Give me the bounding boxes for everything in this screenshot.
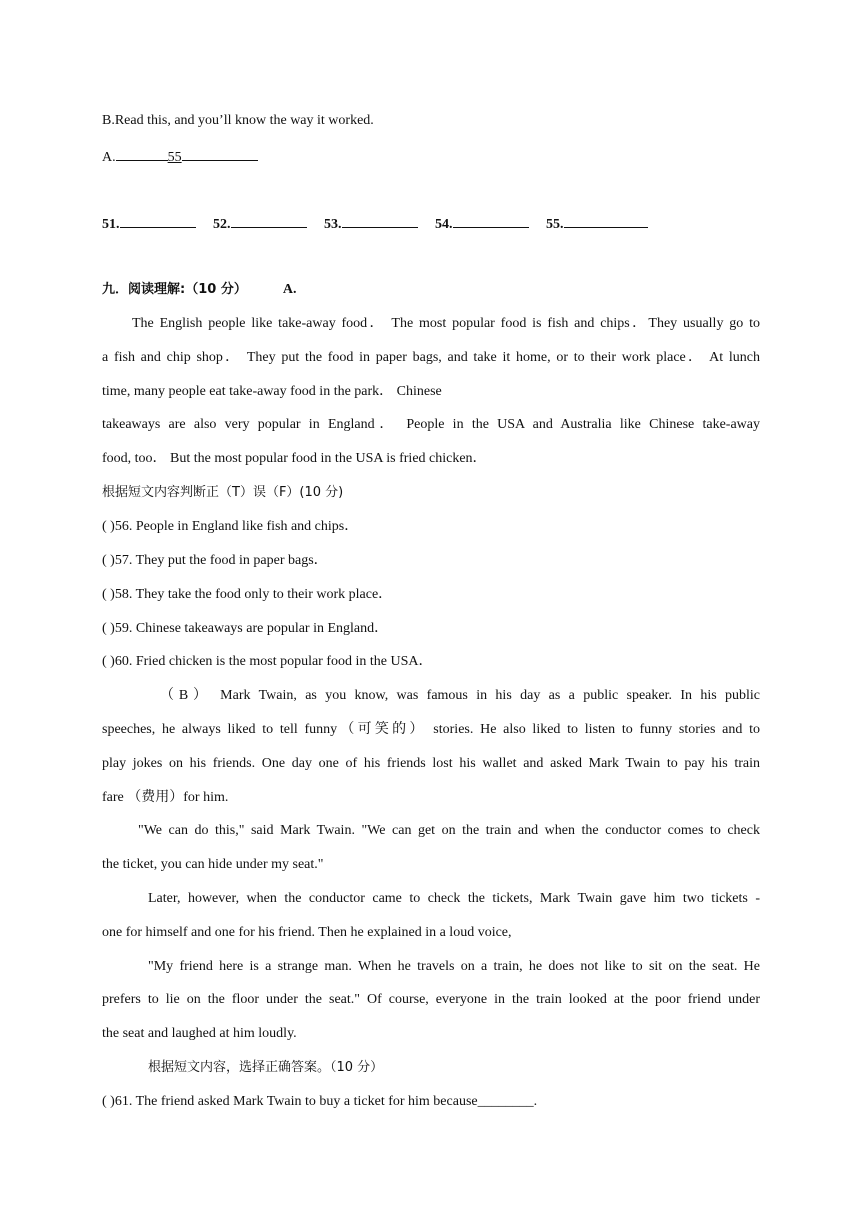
tf-paren[interactable]: ( )	[102, 553, 115, 568]
section-b-line: B.Read this, and you’ll know the way it worked.	[102, 113, 374, 128]
mc-paren[interactable]: ( )	[102, 1094, 115, 1109]
tf-item-58	[102, 586, 760, 604]
tf-paren[interactable]: ( )	[102, 587, 115, 602]
tf-item-56	[102, 518, 760, 536]
tf-paren[interactable]: ( )	[102, 654, 115, 669]
tf-item-57	[102, 552, 760, 570]
answer-a-prefix: A.	[102, 150, 116, 165]
blank-label-55: 55.	[546, 217, 564, 232]
passage-b-line-3: play jokes on his friends. One day one of his friends lost his wallet and asked Mark Twain to pay his train	[102, 756, 760, 771]
blank-54[interactable]	[453, 213, 529, 228]
answer-a-value: 55	[167, 150, 182, 165]
passage-b-line-10: prefers to lie on the floor under the seat." Of course, everyone in the train looked at the poor friend under	[102, 992, 760, 1007]
passage-b-line-1: （B） Mark Twain, as you know, was famous in his day as a public speaker. In his public	[160, 688, 760, 703]
blank-label-52: 52.	[213, 217, 231, 232]
passage-b-line-7: Later, however, when the conductor came to check the tickets, Mark Twain gave him two tickets -	[148, 891, 760, 906]
tf-text: 59. Chinese takeaways are popular in England．	[114, 621, 389, 636]
tf-text: 56. People in England like fish and chips．	[114, 519, 359, 534]
passage-b-line-4: fare （费用）for him.	[102, 790, 229, 805]
mc-text: 61. The friend asked Mark Twain to buy a ticket for him because________.	[114, 1094, 538, 1109]
passage-a-line-4: takeaways are also very popular in England． People in the USA and Australia like Chinese take-away	[102, 417, 760, 432]
passage-b-line-2: speeches, he always liked to tell funny（可笑的） stories. He also liked to listen to funny stories and to	[102, 722, 760, 737]
blank-55[interactable]	[564, 213, 648, 228]
section-title: 九．阅读理解:（10 分）	[102, 282, 247, 297]
blank-52[interactable]	[231, 213, 307, 228]
passage-b-line-6: the ticket, you can hide under my seat."	[102, 857, 324, 872]
blank-label-54: 54.	[435, 217, 453, 232]
tf-paren[interactable]: ( )	[102, 519, 115, 534]
passage-b-line-8: one for himself and one for his friend. Then he explained in a loud voice,	[102, 925, 512, 940]
answer-blanks-row	[102, 213, 760, 234]
passage-b-line-9: "My friend here is a strange man. When he travels on a train, he does not like to sit on the seat. He	[148, 959, 760, 974]
tf-text: 58. They take the food only to their work place．	[114, 587, 393, 602]
answer-blank-tail	[182, 146, 258, 161]
tf-text: 57. They put the food in paper bags．	[114, 553, 328, 568]
answer-blank-lead	[116, 146, 168, 161]
tf-text: 60. Fried chicken is the most popular food in the USA．	[114, 654, 433, 669]
tf-item-59	[102, 620, 760, 638]
answer-a-line	[102, 146, 760, 167]
mc-item-61	[102, 1093, 760, 1111]
blank-53[interactable]	[342, 213, 418, 228]
passage-a-line-5: food, too． But the most popular food in the USA is fried chicken．	[102, 451, 487, 466]
section-sub: A.	[282, 282, 297, 297]
passage-a-line-1: The English people like take-away food． The most popular food is fish and chips．They usually go to	[132, 316, 760, 331]
passage-a-line-3: time, many people eat take-away food in the park． Chinese	[102, 384, 442, 399]
passage-b-line-5: "We can do this," said Mark Twain. "We can get on the train and when the conductor comes to check	[138, 823, 760, 838]
passage-a-line-2: a fish and chip shop． They put the food in paper bags, and take it home, or to their work place． At lunch	[102, 350, 760, 365]
mc-instruction: 根据短文内容，选择正确答案。（10 分）	[148, 1060, 384, 1075]
tf-item-60	[102, 653, 760, 671]
blank-label-53: 53.	[324, 217, 342, 232]
blank-label-51: 51.	[102, 217, 120, 232]
tf-paren[interactable]: ( )	[102, 621, 115, 636]
section-title-row	[102, 281, 760, 299]
passage-b-line-11: the seat and laughed at him loudly.	[102, 1026, 297, 1041]
tf-instruction: 根据短文内容判断正（T）误（F）(10 分)	[102, 485, 344, 500]
blank-51[interactable]	[120, 213, 196, 228]
